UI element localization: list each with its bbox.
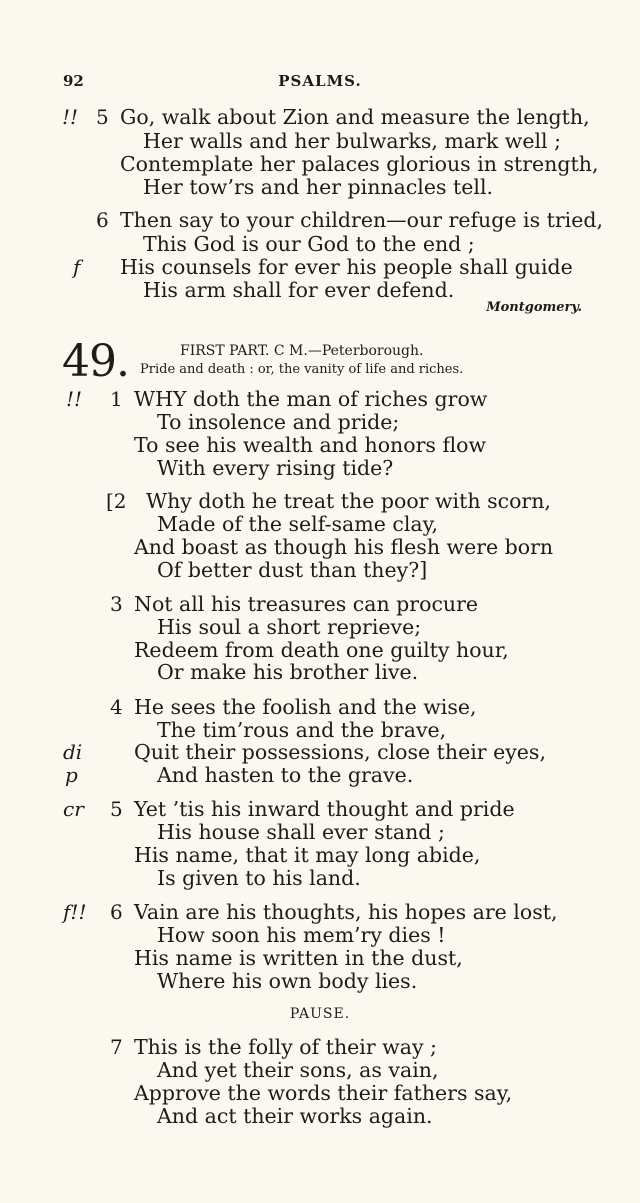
stanza-number: 5 [96,105,109,129]
verse-line: This is the folly of their way ; [134,1035,437,1059]
verse-line: WHY doth the man of riches grow [134,387,488,411]
verse-line: Why doth he treat the poor with scorn, [146,489,551,513]
verse-line: His name is written in the dust, [134,946,463,970]
stanza-number: 5 [110,797,123,821]
verse-line: Of better dust than they?] [157,558,428,582]
stanza-number: 6 [110,900,123,924]
verse-line: To see his wealth and honors flow [134,433,487,457]
verse-line: Quit their possessions, close their eyes, [134,740,546,764]
verse-line: And yet their sons, as vain, [157,1058,439,1082]
hymn-subtitle: Pride and death : or, the vanity of life and riches. [140,362,464,377]
verse-line: Made of the self-same clay, [157,512,438,536]
hymn-number: 49. [62,336,129,387]
verse-line: Go, walk about Zion and measure the length, [120,105,590,129]
verse-line: And hasten to the grave. [157,763,414,787]
dynamic-mark: p [65,763,78,787]
stanza-number: 7 [110,1035,123,1059]
dynamic-mark: f!! [63,900,87,924]
stanza-number: 3 [110,592,123,616]
verse-line: The tim’rous and the brave, [157,718,447,742]
verse-line: His soul a short reprieve; [157,615,422,639]
stanza-number: [2 [106,489,127,513]
stanza-number: 4 [110,695,123,719]
verse-line: How soon his mem’ry dies ! [157,923,446,947]
verse-line: Her walls and her bulwarks, mark well ; [143,129,561,153]
verse-line: His arm shall for ever defend. [143,278,455,302]
verse-line: Where his own body lies. [157,969,418,993]
verse-line: His counsels for ever his people shall guide [120,255,573,279]
verse-line: And act their works again. [157,1104,433,1128]
dynamic-mark: f [73,255,81,279]
verse-line: His name, that it may long abide, [134,843,481,867]
page-header [0,72,640,94]
hymn-heading: FIRST PART. C M.—Peterborough. [180,343,424,359]
verse-line: This God is our God to the end ; [143,232,475,256]
page-number: 92 [63,72,84,90]
attribution: Montgomery. [486,300,582,315]
verse-line: Not all his treasures can procure [134,592,479,616]
dynamic-mark: di [63,740,83,764]
running-title: PSALMS. [278,72,362,90]
verse-line: Redeem from death one guilty hour, [134,638,509,662]
verse-line: Approve the words their fathers say, [134,1081,513,1105]
verse-line: Vain are his thoughts, his hopes are lost, [134,900,558,924]
verse-line: And boast as though his flesh were born [134,535,554,559]
verse-line: Or make his brother live. [157,660,419,684]
verse-line: Her tow’rs and her pinnacles tell. [143,175,494,199]
verse-line: Then say to your children—our refuge is tried, [120,208,603,232]
dynamic-mark: !! [66,387,83,411]
pause-label: PAUSE. [289,1006,351,1022]
verse-line: His house shall ever stand ; [157,820,445,844]
verse-line: Contemplate her palaces glorious in strength, [120,152,599,176]
verse-line: Yet ’tis his inward thought and pride [134,797,515,821]
verse-line: Is given to his land. [157,866,361,890]
stanza-number: 1 [110,387,123,411]
stanza-number: 6 [96,208,109,232]
dynamic-mark: cr [63,797,84,821]
verse-line: With every rising tide? [157,456,394,480]
verse-line: To insolence and pride; [157,410,400,434]
dynamic-mark: !! [62,105,79,129]
verse-line: He sees the foolish and the wise, [134,695,477,719]
